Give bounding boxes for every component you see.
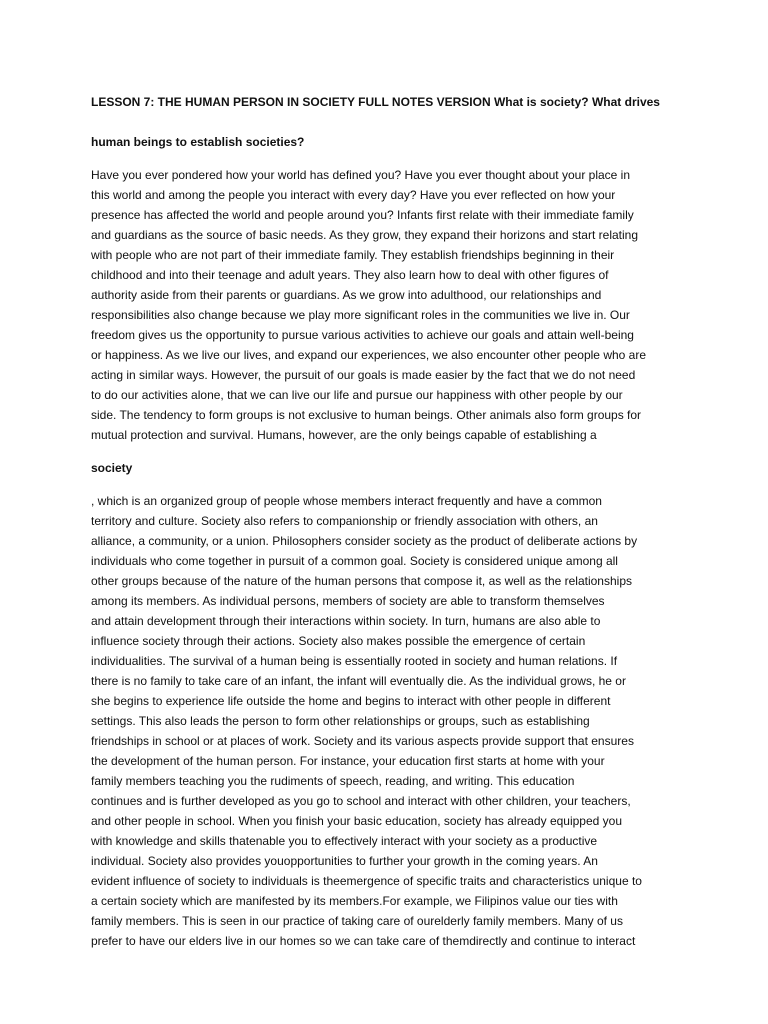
- paragraph-line: continues and is further developed as you go to school and interact with other children, your teachers,: [91, 794, 631, 808]
- paragraph-line: she begins to experience life outside the home and begins to interact with other people in different: [91, 694, 611, 708]
- paragraph-line: among its members. As individual persons, members of society are able to transform themselves: [91, 594, 605, 608]
- paragraph-line: childhood and into their teenage and adult years. They also learn how to deal with other figures of: [91, 268, 609, 282]
- paragraph-line: responsibilities also change because we play more significant roles in the communities we live in. Our: [91, 308, 630, 322]
- paragraph-line: alliance, a community, or a union. Philosophers consider society as the product of deliberate actions by: [91, 534, 638, 548]
- paragraph-line: individuals who come together in pursuit of a common goal. Society is considered unique among all: [91, 554, 618, 568]
- paragraph-line: to do our activities alone, that we can live our life and pursue our happiness with other people by our: [91, 388, 623, 402]
- paragraph-line: friendships in school or at places of work. Society and its various aspects provide support that ensures: [91, 734, 634, 748]
- paragraph-line: this world and among the people you interact with every day? Have you ever reflected on how your: [91, 188, 616, 202]
- paragraph-line: and other people in school. When you finish your basic education, society has already equipped you: [91, 814, 623, 828]
- paragraph-line: with knowledge and skills thatenable you to effectively interact with your society as a productive: [91, 834, 598, 848]
- paragraph-line: and guardians as the source of basic needs. As they grow, they expand their horizons and start relating: [91, 228, 639, 242]
- paragraph-line: and attain development through their interactions within society. In turn, humans are also able to: [91, 614, 601, 628]
- title-line: human beings to establish societies?: [91, 135, 305, 149]
- paragraph-line: or happiness. As we live our lives, and expand our experiences, we also encounter other people who are: [91, 348, 647, 362]
- paragraph-line: , which is an organized group of people whose members interact frequently and have a common: [91, 494, 602, 508]
- paragraph-line: with people who are not part of their immediate family. They establish friendships beginning in their: [91, 248, 615, 262]
- paragraph-line: evident influence of society to individuals is theemergence of specific traits and characteristics unique to: [91, 874, 642, 888]
- paragraph-line: individualities. The survival of a human being is essentially rooted in society and human relations. If: [91, 654, 618, 668]
- paragraph-line: the development of the human person. For instance, your education first starts at home with your: [91, 754, 605, 768]
- title-line: LESSON 7: THE HUMAN PERSON IN SOCIETY FULL NOTES VERSION What is society? What drives: [91, 95, 660, 109]
- paragraph-line: acting in similar ways. However, the pursuit of our goals is made easier by the fact that we do not need: [91, 368, 636, 382]
- paragraph-line: freedom gives us the opportunity to pursue various activities to achieve our goals and attain well-being: [91, 328, 634, 342]
- society-heading: society: [91, 461, 133, 475]
- paragraph-line: family members. This is seen in our practice of taking care of ourelderly family members. Many of us: [91, 914, 623, 928]
- paragraph-line: family members teaching you the rudiments of speech, reading, and writing. This education: [91, 774, 575, 788]
- paragraph-line: side. The tendency to form groups is not exclusive to human beings. Other animals also form groups for: [91, 408, 642, 422]
- paragraph-line: authority aside from their parents or guardians. As we grow into adulthood, our relationships and: [91, 288, 602, 302]
- document-page: [91, 92, 683, 951]
- paragraph-line: influence society through their actions. Society also makes possible the emergence of certain: [91, 634, 586, 648]
- paragraph-line: other groups because of the nature of the human persons that compose it, as well as the relationships: [91, 574, 632, 588]
- society-paragraph: [91, 491, 683, 951]
- paragraph-line: Have you ever pondered how your world has defined you? Have you ever thought about your place in: [91, 168, 631, 182]
- paragraph-line: prefer to have our elders live in our homes so we can take care of themdirectly and continue to interact: [91, 934, 636, 948]
- paragraph-line: settings. This also leads the person to form other relationships or groups, such as establishing: [91, 714, 590, 728]
- paragraph-line: a certain society which are manifested by its members.For example, we Filipinos value our ties with: [91, 894, 618, 908]
- paragraph-line: there is no family to take care of an infant, the infant will eventually die. As the individual grows, he or: [91, 674, 626, 688]
- paragraph-line: individual. Society also provides youopportunities to further your growth in the coming years. An: [91, 854, 598, 868]
- paragraph-line: mutual protection and survival. Humans, however, are the only beings capable of establishing a: [91, 428, 597, 442]
- paragraph-line: presence has affected the world and people around you? Infants first relate with their immediate family: [91, 208, 634, 222]
- paragraph-line: territory and culture. Society also refers to companionship or friendly association with others, an: [91, 514, 598, 528]
- lesson-title: [91, 92, 683, 152]
- intro-paragraph: [91, 165, 683, 445]
